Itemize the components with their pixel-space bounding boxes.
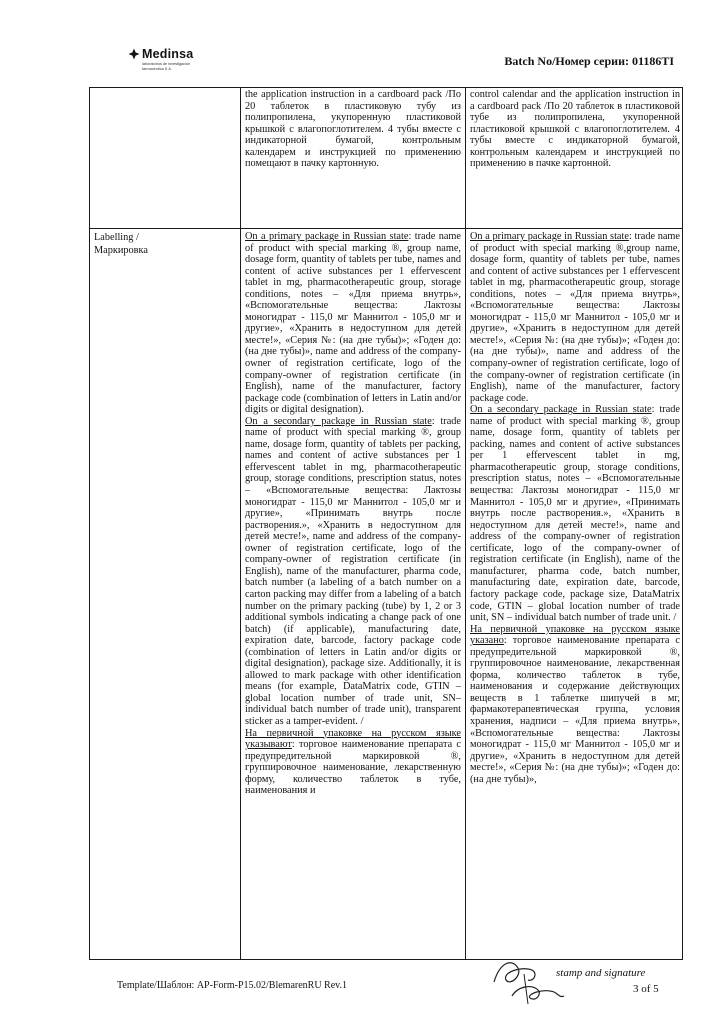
primary-package-paragraph: On a primary package in Russian state: trade name of product with special marking ®,group name, dosage form, quantity of tablets per tube, names and content of active substances per 1 effervescent tablet in mg, pharmacotherapeutic group, storage conditions, notes – «Для приема внутрь», «Вспомогательные вещества: Лактозы моногидрат - 115,0 мг Маннитол - 105,0 мг и другие», «Хранить в недоступном для детей месте!», «Серия №: (на дне тубы)»; «Годен до: (на дне тубы)», name and address of the company-owner of registration certificate, logo of the company-owner of registration certificate (in English), name of the manufacturer, factory package code. xyxy=(470,231,680,404)
secondary-package-paragraph: On a secondary package in Russian state: trade name of product with special marking ®, group name, dosage form, quantity of tablets per packing, names and content of active substances per 1 effervescent tablet in mg, pharmacotherapeutic group, storage conditions, prescription status, notes – «Вспомогательные вещества: Лактозы моногидрат - 115,0 мг Маннитол - 105,0 мг и другие», «Принимать внутрь после растворения.», «Хранить в недоступном для детей месте!», name and address of the company-owner of registration certificate, logo of the company-owner of registration certificate (in English), name of the manufacturer, pharma code, batch number, manufacturing date, expiration date, barcode, factory package code, package size, DataMatrix code, GTIN – global location number of trade unit, SN – individual batch number of trade unit. / xyxy=(470,404,680,624)
section-heading: On a primary package in Russian state xyxy=(245,231,409,242)
primary-package-paragraph: On a primary package in Russian state: trade name of product with special marking ®, group name, dosage form, quantity of tablets per tube, names and content of active substances per 1 effervescent tablet in mg, pharmacotherapeutic group, storage conditions, notes – «Для приема внутрь», «Вспомогательные вещества: Лактозы моногидрат - 115,0 мг Маннитол - 105,0 мг и другие», «Хранить в недоступном для детей месте!», «Серия №: (на дне тубы)»; «Годен до: (на дне тубы)», name and address of the company-owner of registration certificate, logo of the company-owner of registration certificate (in English), name of the manufacturer, factory package code (combination of letters in Latin and/or digits or digital designation). xyxy=(245,231,461,416)
primary-package-ru-paragraph: На первичной упаковке на русском языке указывают: торговое наименование препарата с предупредительной маркировкой ®, группировочное наименование, лекарственную форму, количество таблеток в тубе, наименования и xyxy=(245,727,461,797)
row-label-ru: Маркировка xyxy=(94,245,148,256)
row-label-labelling xyxy=(94,231,236,257)
labelling-current-text xyxy=(245,231,461,959)
section-heading: На первичной упаковке на русском языке указано xyxy=(470,623,680,647)
signature-icon xyxy=(488,952,568,1008)
logo-tagline: laboratorios de investigación farmacéutica S.A. xyxy=(142,62,191,71)
section-heading: On a secondary package in Russian state xyxy=(245,415,432,427)
document-table xyxy=(89,87,683,960)
packaging-current-text: the application instruction in a cardboard pack /По 20 таблеток в пластиковую тубу из полипропилена, укупоренную пластиковой крышкой с влагопоглотителем. 4 тубы вместе с индикаторной бумагой, контрольным календарем и инструкцией по применению помещают в пачку картонную. xyxy=(245,89,461,170)
stamp-and-signature-label: stamp and signature xyxy=(556,967,646,979)
section-heading: На первичной упаковке на русском языке указывают xyxy=(245,727,461,751)
logo-mark-icon xyxy=(128,48,140,60)
company-logo xyxy=(128,47,258,75)
batch-number: Batch No/Номер серии: 01186TI xyxy=(504,54,674,68)
section-heading: On a primary package in Russian state xyxy=(470,231,629,242)
row-label-en: Labelling / xyxy=(94,232,139,243)
secondary-package-paragraph: On a secondary package in Russian state: trade name of product with special marking ®, group name, dosage form, quantity of tablets per packing, names and content of active substances per 1 effervescent tablet in mg, pharmacotherapeutic group, storage conditions, prescription status, notes – «Вспомогательные вещества: Лактозы моногидрат - 115,0 мг Маннитол - 105,0 мг и другие», «Принимать внутрь после растворения.», «Хранить в недоступном для детей месте!», name and address of the company-owner of registration certificate, logo of the company-owner of registration certificate (in English), name of the manufacturer, pharma code, batch number (a labeling of a batch number on a carton packing may differ from a labeling of a batch number on the primary packing (tube) by 1, 2 or 3 additional symbols indicating a change pack of one batch) (if applicable), manufacturing date, expiration date, barcode, factory package code (combination of letters in Latin and/or digits or digital designation), package size. Additionally, it is allowed to mark package with other identification means (for example, DataMatrix code, GTIN – global location number of trade unit, SN– individual batch number of trade unit), transparent sticker as a tamper-evident. / xyxy=(245,415,461,727)
page-number: 3 of 5 xyxy=(633,983,659,995)
packaging-proposed-text: control calendar and the application instruction in a cardboard pack /По 20 таблеток в пластиковой тубе из полипропилена, укупоренной пластиковой крышкой с влагопоглотителем. 4 тубы вместе с индикаторной бумагой, контрольным календарем и инструкцией по применению в пачке картонной. xyxy=(470,89,680,170)
section-heading: On a secondary package in Russian state xyxy=(470,404,652,416)
logo-name: Medinsa xyxy=(142,47,194,61)
table-column-divider xyxy=(465,88,466,959)
labelling-proposed-text xyxy=(470,231,680,959)
template-reference: Template/Шаблон: AP-Form-P15.02/BlemarenRU Rev.1 xyxy=(117,980,347,991)
primary-package-ru-paragraph: На первичной упаковке на русском языке указано: торговое наименование препарата с предупредительной маркировкой ®, группировочное наименование, лекарственная форма, количество таблеток в тубе, наименования и содержание действующих веществ в 1 таблетке шипучей в мг, фармакотерапевтическая группа, условия хранения, надписи – «Для приема внутрь», «Вспомогательные вещества: Лактозы моногидрат - 115,0 мг Маннитол - 105,0 мг и другие», «Хранить в недоступном для детей месте!», «Серия №: (на дне тубы)»; «Годен до: (на дне тубы)», xyxy=(470,623,680,785)
table-column-divider xyxy=(240,88,241,959)
table-row-divider xyxy=(90,228,682,229)
